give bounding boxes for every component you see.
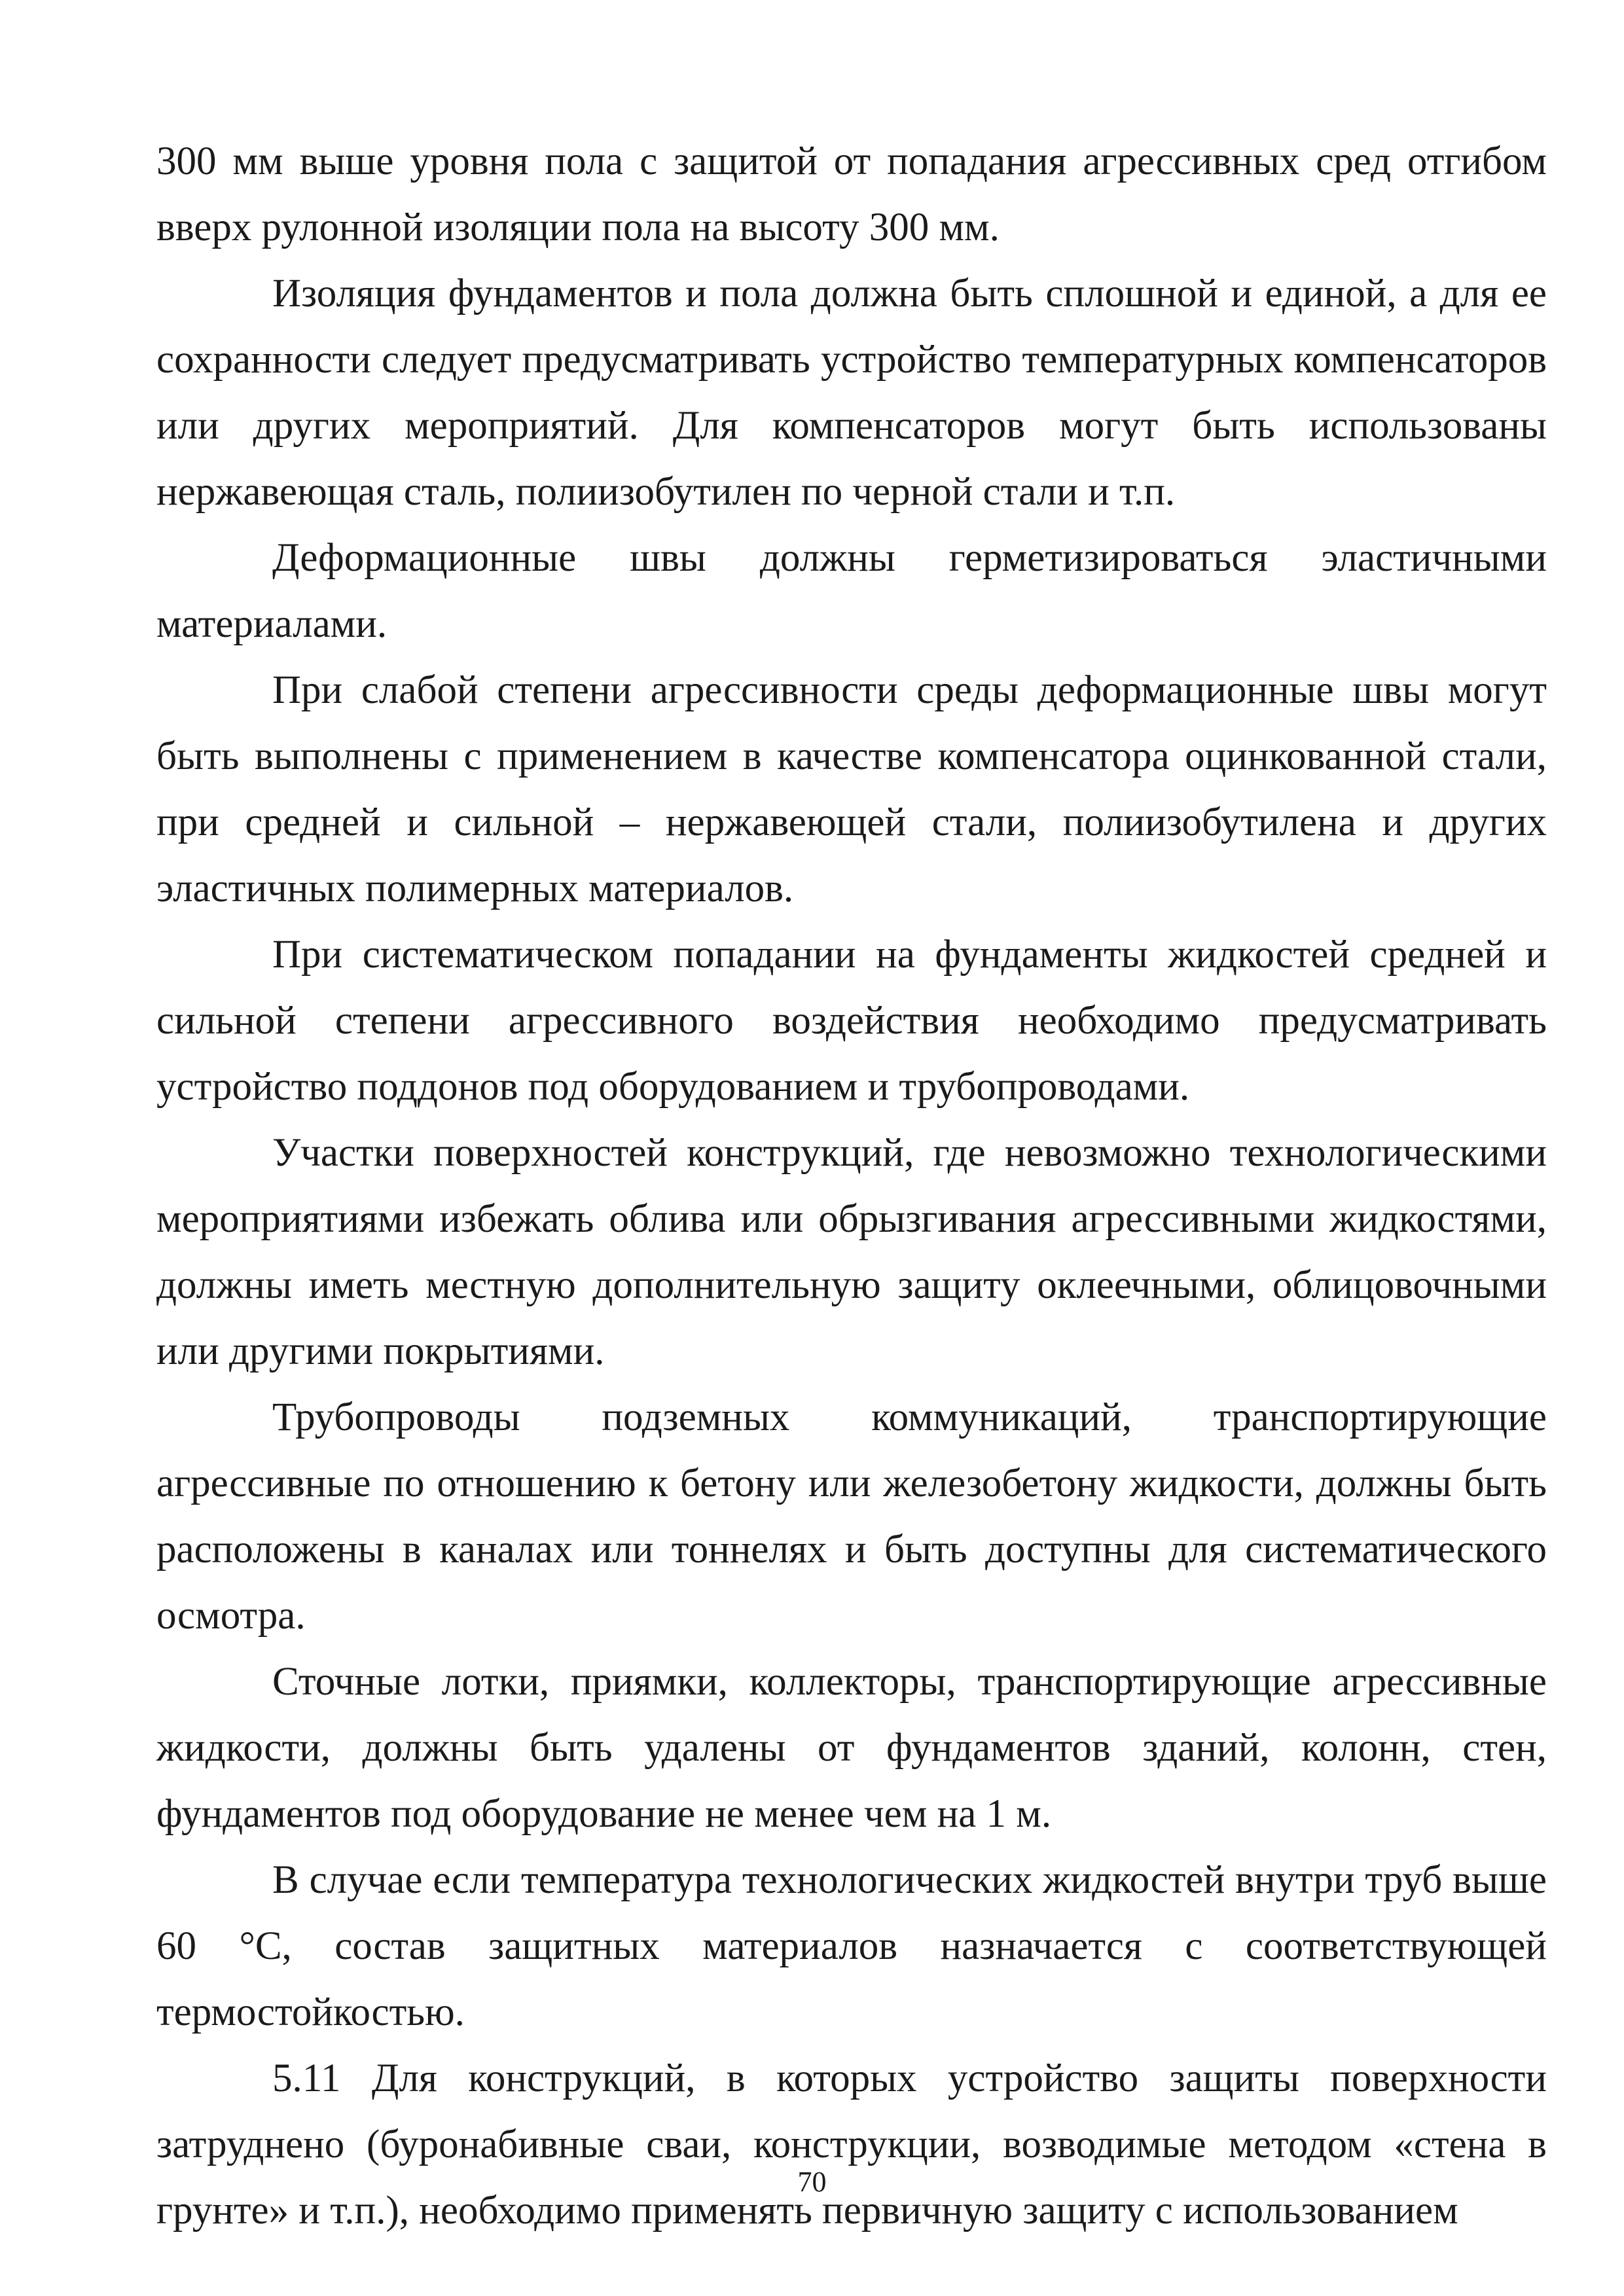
paragraph: Изоляция фундаментов и пола должна быть сплошной и единой, а для ее сохранности следует предусматривать устройство температурных компенсаторов или других мероприятий. Для компенсаторов могут быть использованы нержавеющая сталь, полиизобутилен по черной стали и т.п. (156, 272, 1547, 514)
paragraph: В случае если температура технологических жидкостей внутри труб выше 60 °С, состав защитных материалов назначается с соответствующей термостойкостью. (156, 1858, 1547, 2034)
paragraph-continuation: 300 мм выше уровня пола с защитой от попадания агрессивных сред отгибом вверх рулонной изоляции пола на высоту 300 мм. (156, 139, 1547, 249)
page-number: 70 (797, 2166, 827, 2198)
paragraph: Трубопроводы подземных коммуникаций, транспортирующие агрессивные по отношению к бетону или железобетону жидкости, должны быть расположены в каналах или тоннелях и быть доступны для систематического осмотра. (156, 1395, 1547, 1638)
paragraph: Деформационные швы должны герметизироваться эластичными материалами. (156, 536, 1547, 646)
paragraph: При систематическом попадании на фундаменты жидкостей средней и сильной степени агрессивного воздействия необходимо предусматривать устройство поддонов под оборудованием и трубопроводами. (156, 933, 1547, 1109)
paragraph-section-5-11: 5.11 Для конструкций, в которых устройство защиты поверхности затруднено (буронабивные сваи, конструкции, возводимые методом «стена в грунте» и т.п.), необходимо применять первичную защиту с использованием (156, 2056, 1547, 2233)
paragraph: Сточные лотки, приямки, коллекторы, транспортирующие агрессивные жидкости, должны быть удалены от фундаментов зданий, колонн, стен, фундаментов под оборудование не менее чем на 1 м. (156, 1660, 1547, 1836)
paragraph: Участки поверхностей конструкций, где невозможно технологическими мероприятиями избежать облива или обрызгивания агрессивными жидкостями, должны иметь местную дополнительную защиту оклеечными, облицовочными или другими покрытиями. (156, 1131, 1547, 1373)
paragraph: При слабой степени агрессивности среды деформационные швы могут быть выполнены с применением в качестве компенсатора оцинкованной стали, при средней и сильной – нержавеющей стали, полиизобутилена и других эластичных полимерных материалов. (156, 668, 1547, 910)
document-body (156, 128, 1547, 2244)
